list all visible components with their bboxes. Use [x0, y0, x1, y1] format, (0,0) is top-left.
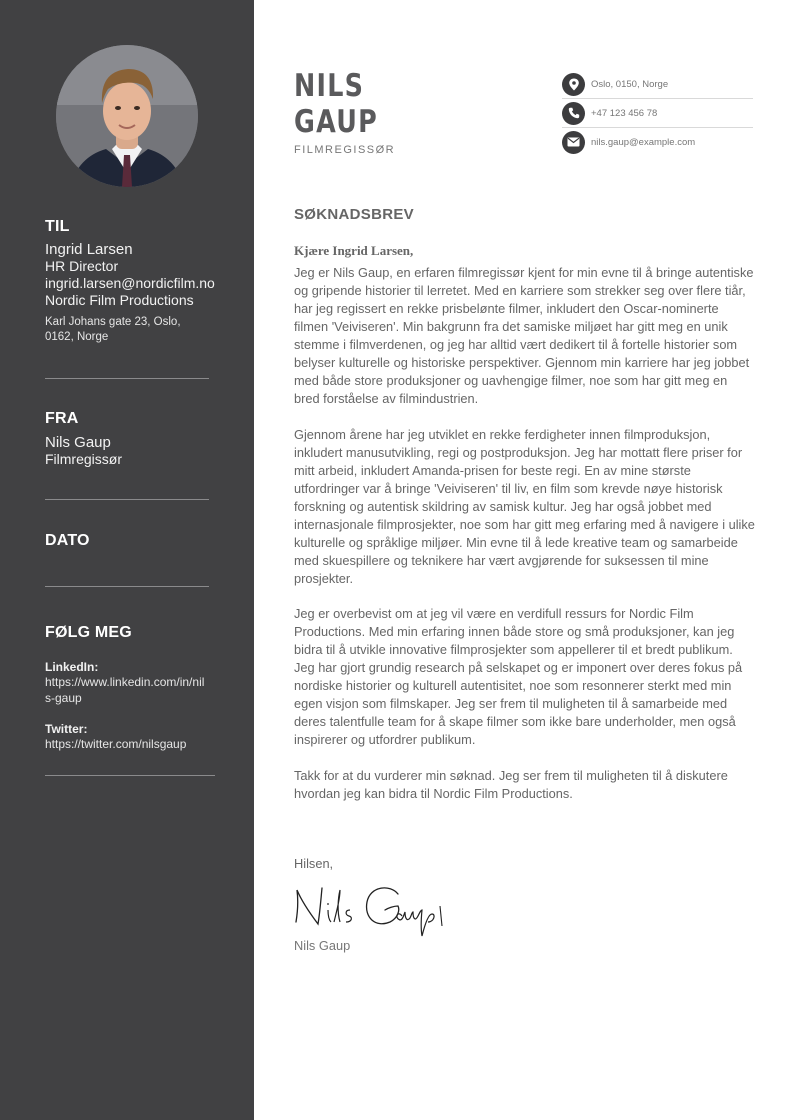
recipient-name: Ingrid Larsen	[45, 241, 133, 258]
recipient-section	[45, 218, 215, 345]
contact-location	[562, 72, 753, 96]
sidebar-divider	[45, 775, 215, 776]
location-text: Oslo, 0150, Norge	[591, 78, 669, 90]
sender-section	[45, 410, 215, 468]
letter-closing: Hilsen,	[294, 856, 334, 871]
recipient-company: Nordic Film Productions	[45, 292, 194, 308]
letter-greeting: Kjære Ingrid Larsen,	[294, 243, 414, 258]
email-icon	[562, 131, 585, 154]
signature	[290, 880, 460, 940]
avatar	[56, 45, 198, 187]
contact-divider	[562, 127, 753, 128]
date-heading: DATO	[45, 532, 90, 549]
twitter-label: Twitter:	[45, 722, 88, 736]
applicant-title: FILMREGISSØR	[294, 144, 396, 156]
last-name: GAUP	[294, 104, 378, 140]
letter-paragraph: Gjennom årene har jeg utviklet en rekke ferdigheter innen filmproduksjon, inkludert manusutvikling, regi og postproduksjon. Jeg har mottatt flere priser for mitt arbeid, inkludert Amanda-prisen for beste regi. En av mine største utfordringer var å bringe 'Veiviseren' til liv, en film som krevde nøye historisk forskning og autentisk skildring av samisk kultur. Jeg har også jobbet med internasjonale filmprosjekter, noe som har gitt meg erfaring med å navigere i ulike kulturelle og språklige miljøer. Min evne til å lede kreative team og samarbeide med skuespillere og teknikere har vært avgjørende for suksessen til mine prosjekter.	[294, 427, 755, 586]
contact-divider	[562, 98, 753, 99]
contact-phone	[562, 101, 753, 125]
linkedin-link[interactable]: https://www.linkedin.com/in/nils-gaup	[45, 675, 205, 705]
recipient-address: Karl Johans gate 23, Oslo, 0162, Norge	[45, 316, 181, 343]
follow-heading: FØLG MEG	[45, 624, 132, 641]
sidebar-divider	[45, 586, 209, 587]
sender-heading: FRA	[45, 410, 79, 427]
recipient-email: ingrid.larsen@nordicfilm.no	[45, 275, 215, 291]
sender-role: Filmregissør	[45, 451, 122, 467]
email-text[interactable]: nils.gaup@example.com	[591, 136, 696, 148]
location-pin-icon	[562, 73, 585, 96]
twitter-link[interactable]: https://twitter.com/nilsgaup	[45, 737, 187, 751]
profile-photo-icon	[56, 45, 198, 187]
follow-section	[45, 624, 215, 752]
sidebar-divider	[45, 499, 209, 500]
first-name: NILS	[294, 68, 365, 104]
phone-icon	[562, 102, 585, 125]
letter-paragraph: Jeg er Nils Gaup, en erfaren filmregissør kjent for min evne til å bringe autentiske og gripende historier til lerretet. Med en karriere som strekker seg over flere tiår, har jeg regissert en rekke prisbelønte filmer, inkludert den Oscar-nominerte filmen 'Veiviseren'. Min bakgrunn fra det samiske miljøet har gitt meg en unik stemme i filmverdenen, og jeg har alltid vært dedikert til å fortelle historier som belyser kulturelle og historiske perspektiver. Gjennom min karriere har jeg jobbet med både store produksjoner og uavhengige filmer, noe som har gitt meg en bred forståelse av filmindustrien.	[294, 265, 754, 406]
letter-paragraph: Jeg er overbevist om at jeg vil være en verdifull ressurs for Nordic Film Productions. Med min erfaring innen både store og små produksjoner, kan jeg bidra til å utvikle innovative filmprosjekter som appellerer til et bredt publikum. Jeg har gjort grundig research på selskapet og er imponert over deres fokus på nordiske historier og kulturell autentisitet, noe som resonnerer sterkt med min egen visjon som filmskaper. Jeg ser frem til muligheten til å samarbeide med deres talentfulle team for å skape filmer som ikke bare underholder, men også inspirerer og utfordrer publikum.	[294, 606, 743, 747]
date-section	[45, 532, 215, 550]
sidebar	[0, 0, 254, 1120]
sender-name: Nils Gaup	[45, 434, 111, 451]
linkedin-label: LinkedIn:	[45, 660, 99, 674]
applicant-name	[294, 68, 378, 140]
recipient-heading: TIL	[45, 218, 70, 235]
recipient-role: HR Director	[45, 258, 119, 274]
letter-heading: SØKNADSBREV	[294, 206, 414, 223]
phone-text: +47 123 456 78	[591, 107, 658, 119]
sidebar-divider	[45, 378, 209, 379]
letter-paragraph: Takk for at du vurderer min søknad. Jeg ser frem til muligheten til å diskutere hvordan jeg kan bidra til Nordic Film Productions.	[294, 768, 728, 801]
letter-signer: Nils Gaup	[294, 938, 351, 953]
contact-email	[562, 130, 753, 154]
